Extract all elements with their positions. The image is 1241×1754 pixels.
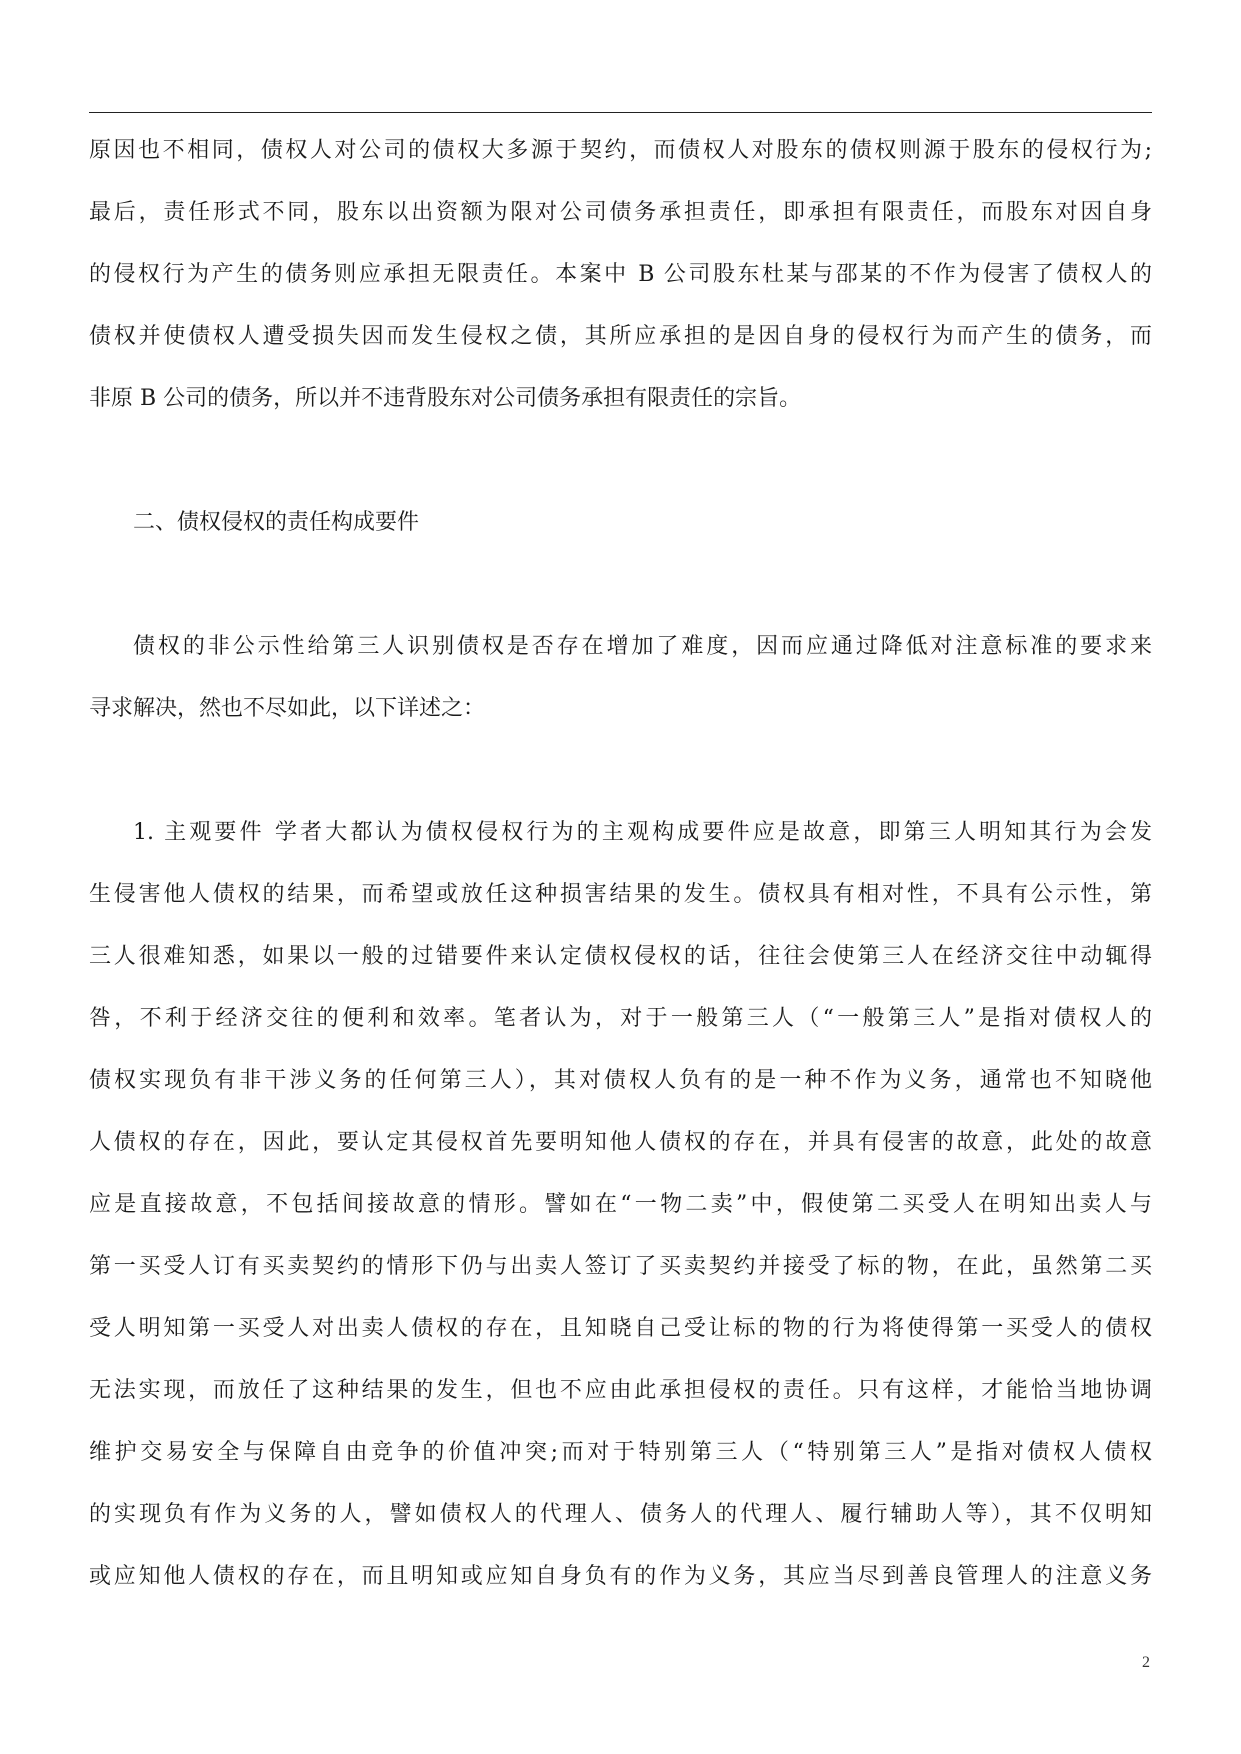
text-line: 三人很难知悉，如果以一般的过错要件来认定债权侵权的话，往往会使第三人在经济交往中动辄得 — [89, 944, 1152, 969]
text-line: 原因也不相同，债权人对公司的债权大多源于契约，而债权人对股东的债权则源于股东的侵权行为; — [89, 138, 1152, 163]
text-line: 非原 B 公司的债务，所以并不违背股东对公司债务承担有限责任的宗旨。 — [89, 386, 802, 411]
paragraph-gap — [89, 430, 1152, 492]
text-line: 债权实现负有非干涉义务的任何第三人），其对债权人负有的是一种不作为义务，通常也不知晓他 — [89, 1068, 1152, 1093]
header-rule — [89, 112, 1152, 113]
text-line: 人债权的存在，因此，要认定其侵权首先要明知他人债权的存在，并具有侵害的故意，此处的故意 — [89, 1130, 1152, 1155]
text-line: 最后，责任形式不同，股东以出资额为限对公司债务承担责任，即承担有限责任，而股东对因自身 — [89, 200, 1152, 225]
text-line: 1. 主观要件 学者大都认为债权侵权行为的主观构成要件应是故意，即第三人明知其行为会发 — [133, 820, 1152, 845]
text-line: 应是直接故意，不包括间接故意的情形。譬如在“一物二卖”中，假使第二买受人在明知出卖人与 — [89, 1192, 1152, 1217]
text-line: 的侵权行为产生的债务则应承担无限责任。本案中 B 公司股东杜某与邵某的不作为侵害了债权人的 — [89, 262, 1152, 287]
text-line: 维护交易安全与保障自由竞争的价值冲突;而对于特别第三人（“特别第三人”是指对债权人债权 — [89, 1440, 1152, 1465]
paragraph-gap — [89, 740, 1152, 802]
text-line: 寻求解决，然也不尽如此，以下详述之： — [89, 696, 486, 721]
text-line: 的实现负有作为义务的人，譬如债权人的代理人、债务人的代理人、履行辅助人等），其不仅明知 — [89, 1502, 1152, 1527]
text-line: 无法实现，而放任了这种结果的发生，但也不应由此承担侵权的责任。只有这样，才能恰当地协调 — [89, 1378, 1152, 1403]
text-line: 咎，不利于经济交往的便利和效率。笔者认为，对于一般第三人（“一般第三人”是指对债权人的 — [89, 1006, 1152, 1031]
text-line: 债权的非公示性给第三人识别债权是否存在增加了难度，因而应通过降低对注意标准的要求来 — [133, 634, 1152, 659]
text-line: 第一买受人订有买卖契约的情形下仍与出卖人签订了买卖契约并接受了标的物，在此，虽然第二买 — [89, 1254, 1152, 1279]
body-text — [89, 120, 1152, 1608]
text-line: 债权并使债权人遭受损失因而发生侵权之债，其所应承担的是因自身的侵权行为而产生的债务，而 — [89, 324, 1152, 349]
text-line: 或应知他人债权的存在，而且明知或应知自身负有的作为义务，其应当尽到善良管理人的注意义务 — [89, 1564, 1152, 1589]
page-number: 2 — [1142, 1654, 1150, 1671]
text-line: 受人明知第一买受人对出卖人债权的存在，且知晓自己受让标的物的行为将使得第一买受人的债权 — [89, 1316, 1152, 1341]
paragraph-gap — [89, 554, 1152, 616]
text-line: 生侵害他人债权的结果，而希望或放任这种损害结果的发生。债权具有相对性，不具有公示性，第 — [89, 882, 1152, 907]
section-heading: 二、债权侵权的责任构成要件 — [133, 510, 420, 535]
